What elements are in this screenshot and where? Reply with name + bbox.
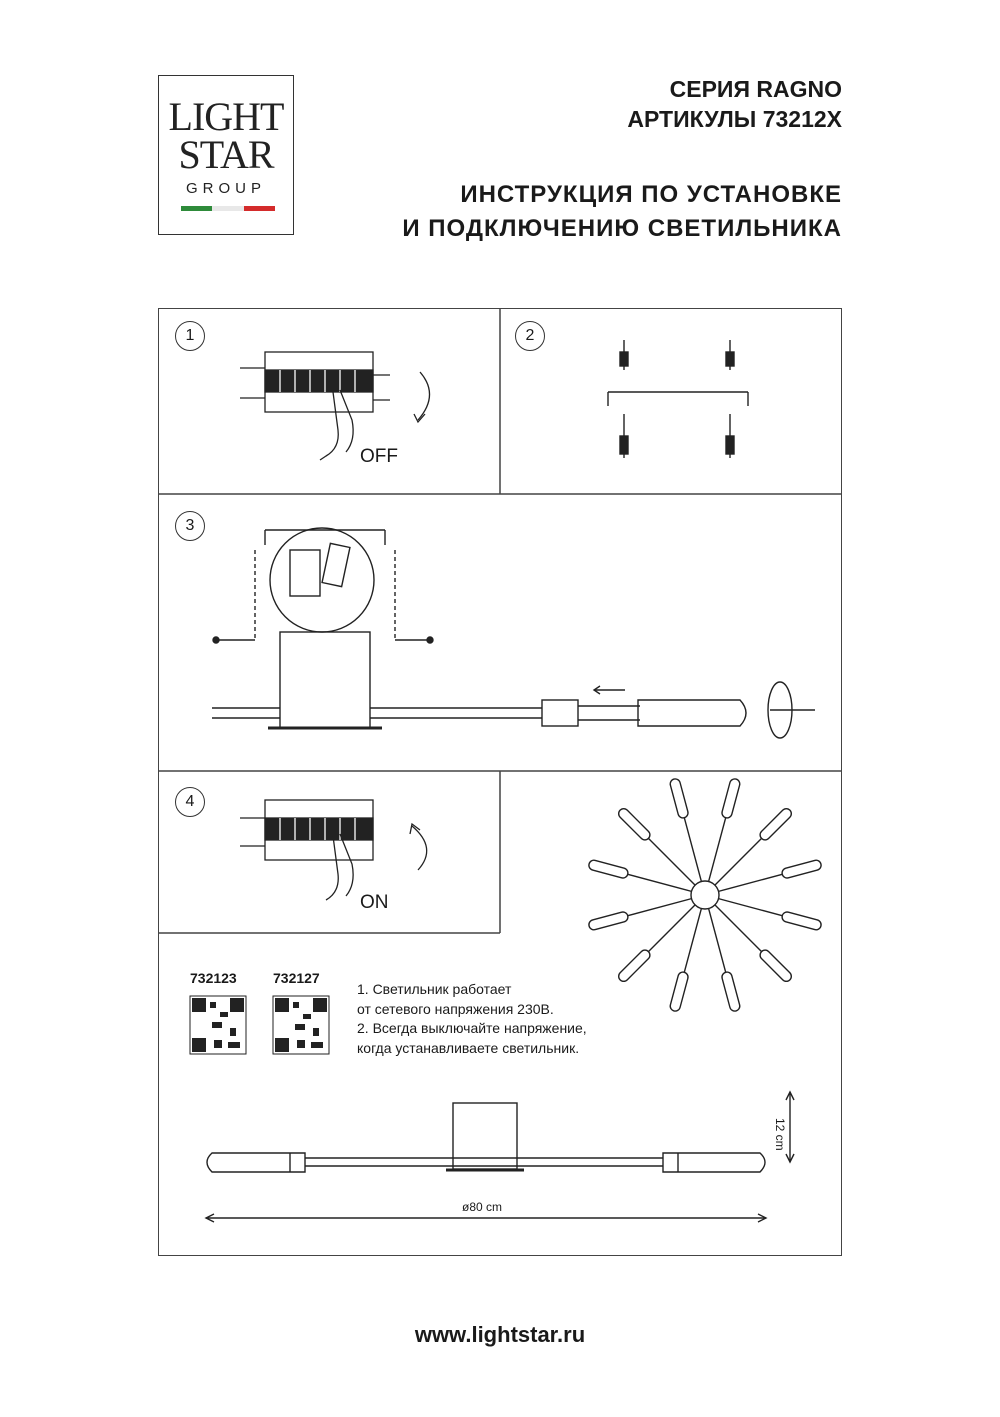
off-label: OFF [360,446,398,467]
qr-article-label: 732127 [273,970,320,986]
chandelier-bulb [588,859,629,879]
chandelier-arm [628,899,692,916]
breaker-panel-on [240,800,427,900]
chandelier-bulb [617,807,652,842]
chandelier-arm [628,874,692,891]
chandelier-arm [715,905,762,952]
chandelier-bulb [781,859,822,879]
note-line: 1. Светильник работает [357,981,512,997]
chandelier-bulb [617,948,652,983]
chandelier-bulb [588,911,629,931]
chandelier-arm [684,818,701,882]
chandelier-top-view [588,778,822,1012]
wiring-diagram [212,528,815,738]
chandelier-arm [648,838,695,885]
chandelier-arm [715,838,762,885]
safety-notes [357,980,587,1058]
logo-line-1: LIGHT [168,94,284,139]
on-label: ON [360,892,389,913]
chandelier-bulb [721,971,741,1012]
website-url[interactable]: www.lightstar.ru [414,1322,586,1347]
height-dimension: 12 cm [773,1118,787,1151]
chandelier-bulb [758,807,793,842]
step-3-badge: 3 [175,511,205,541]
chandelier-bulb [669,778,689,819]
note-line: от сетевого напряжения 230В. [357,1000,554,1017]
chandelier-arm [684,909,701,973]
articles-label: АРТИКУЛЫ 73212X [627,106,842,132]
chandelier-arm [719,899,783,916]
step-2-badge: 2 [515,321,545,351]
step-4-badge: 4 [175,787,205,817]
qr-code-732123 [190,996,246,1054]
logo-line-3: GROUP [185,180,266,197]
chandelier-bulb [781,911,822,931]
chandelier-arm [709,818,726,882]
series-label: СЕРИЯ RAGNO [669,76,842,102]
diameter-dimension: ø80 cm [462,1200,503,1214]
title-line-2: И ПОДКЛЮЧЕНИЮ СВЕТИЛЬНИКА [402,215,842,242]
chandelier-arm [648,905,695,952]
chandelier-arm [719,874,783,891]
title-line-1: ИНСТРУКЦИЯ ПО УСТАНОВКЕ [460,181,842,208]
mounting-bracket [608,340,748,458]
chandelier-bulb [721,778,741,819]
qr-code-732127 [273,996,329,1054]
chandelier-bulb [669,971,689,1012]
chandelier-arm [709,909,726,973]
chandelier-bulb [758,948,793,983]
step-1-badge: 1 [175,321,205,351]
qr-article-label: 732123 [190,970,237,986]
logo-line-2: STAR [178,132,274,177]
note-line: 2. Всегда выключайте напряжение, [357,1020,587,1036]
breaker-panel-off [240,352,430,460]
note-line: когда устанавливаете светильник. [357,1039,580,1056]
